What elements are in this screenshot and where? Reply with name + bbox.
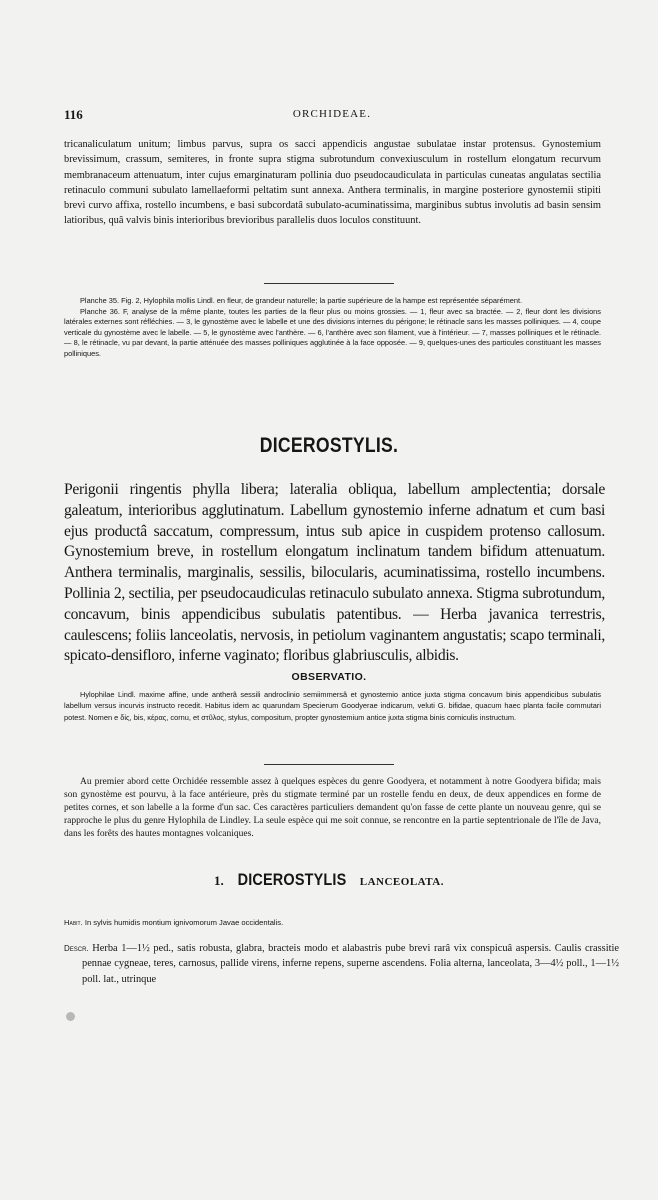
species-title bbox=[0, 870, 658, 890]
observatio-text: Hylophilae Lindl. maxime affine, unde antherâ sessili androclinio semiimmersâ et gynostemio antice juxta stigma concavum binis appendicibus subulatis labellum versus incurvis instructo recedit. Habitus idem ac quarundam Specierum Goodyerae indicarum, veluti G. bifidae, quacum haec planta facile commutari potest. Nomen e δίς, bis, κέρας, cornu, et στῦλος, stylus, compositum, propter gynostemium antice juxta stigma binis corniculis instructum. bbox=[64, 690, 601, 722]
running-title: ORCHIDEAE. bbox=[292, 108, 372, 120]
plate-explanations bbox=[64, 296, 601, 360]
genus-diagnosis: Perigonii ringentis phylla libera; lateralia obliqua, labellum amplectentia; dorsale galeatum, interioribus agglutinatum. Labellum gynostemio inferne adnatum et cum basi ejus productâ saccatum, compressum, intus sub apice in cuspidem protenso callosum. Gynostemium breve, in rostellum elongatum inclinatum tandem bifidum attenuatum. Anthera terminalis, marginalis, sessilis, bilocularis, acuminatissima, rostello incumbens. Pollinia 2, sectilia, per pseudocaudiculas retinaculo subulato annexa. Stigma subrotundum, concavum, binis appendicibus subulatis patentibus. — Herba javanica terrestris, caulescens; foliis lanceolatis, nervosis, in petiolum vaginantem angustatis; scapo terminali, spicato-densifloro, inferne vaginato; floribus glabriusculis, albidis. bbox=[64, 481, 605, 665]
plate-caption: Planche 36. F, analyse de la même plante, toutes les parties de la fleur plus ou moins grossies. — 1, fleur avec sa bractée. — 2, fleur dont les divisions latérales externes sont réfléchies. — 3, le gynostème avec le labelle et une des divisions internes du périgone; le rétinacle sans les masses polliniques. — 4, coupe verticale du gynostème avec le labelle. — 5, le gynostème avec l'anthère. — 6, l'anthère avec son filament, vue à l'intérieur. — 7, masses polliniques et le rétinacle. — 8, le rétinacle, vu par devant, la partie atténuée des masses polliniques agglutinée à la face opposée. — 9, quelques-unes des particules constituant les masses polliniques. bbox=[64, 306, 601, 358]
plate-caption: Planche 35. Fig. 2, Hylophila mollis Lindl. en fleur, de grandeur naturelle; la partie supérieure de la hampe est représentée séparément. bbox=[80, 296, 523, 305]
section-rule bbox=[264, 764, 394, 765]
observatio-heading: OBSERVATIO. bbox=[291, 671, 367, 683]
description-label: Descr. bbox=[64, 944, 89, 953]
habitat-label: Habit. bbox=[64, 918, 83, 927]
habitat-text: In sylvis humidis montium ignivomorum Javae occidentalis. bbox=[84, 918, 284, 927]
page-number: 116 bbox=[64, 107, 83, 122]
description-text: Herba 1—1½ ped., satis robusta, glabra, bracteis modo et alabastris pube brevi rarâ vix conspicuâ aspersis. Caulis crassitie pennae cygneae, teres, carnosus, pallide virens, inferne repens, superne ascendens. Folia alterna, lanceolata, 3—4½ poll., 1—1½ poll. lat., utrinque bbox=[82, 943, 619, 985]
habitat-line bbox=[64, 917, 601, 928]
genus-title: DICEROSTYLIS. bbox=[259, 433, 399, 457]
description-paragraph bbox=[64, 941, 619, 987]
observatio-paragraph bbox=[64, 689, 601, 723]
species-epithet: LANCEOLATA. bbox=[359, 876, 445, 888]
page-header bbox=[64, 107, 600, 127]
paper-blemish bbox=[66, 1012, 75, 1021]
intro-paragraph: tricanaliculatum unitum; limbus parvus, supra os sacci appendicis angustae subulatae instar protensus. Gynostemium brevissimum, crassum, semiteres, in fronte supra stigma subrotundum convexiusculum in rostellum elongatum recurvum membranaceum attenuatum, inter cujus emarginaturam pollinia duo pseudocaudiculata in particulas cuneatas angulatas sectilia retinaculo communi subulato lamellaeformi peltatim sunt annexa. Anthera terminalis, in margine posteriore gynostemii stipiti brevi curvo affixa, rostello incumbens, e basi subcordatâ subulato-acuminatissima, marginibus subtus involutis ad basin sensim latioribus, quâ valvis binis interioribus brevioribus parallelis duos loculos constituunt. bbox=[64, 139, 601, 227]
species-number: 1. bbox=[213, 873, 224, 888]
section-rule bbox=[264, 283, 394, 284]
french-paragraph bbox=[64, 776, 601, 841]
species-genus: DICEROSTYLIS bbox=[237, 870, 347, 889]
french-text: Au premier abord cette Orchidée ressemble assez à quelques espèces du genre Goodyera, et notamment à notre Goodyera bifida; mais son gynostème est pourvu, à la face antérieure, près du stigmate terminé par un rostelle fendu en deux, de deux appendices en forme de petites cornes, et son labelle a la forme d'un sac. Ces caractères particuliers demandent qu'on fasse de cette plante un nouveau genre, qui se rapproche le plus du genre Hylophila de Lindley. La seule espèce qui me soit connue, se rencontre en la partie septentrionale de l'île de Java, dans les forêts des hautes montagnes volcaniques. bbox=[64, 777, 601, 839]
